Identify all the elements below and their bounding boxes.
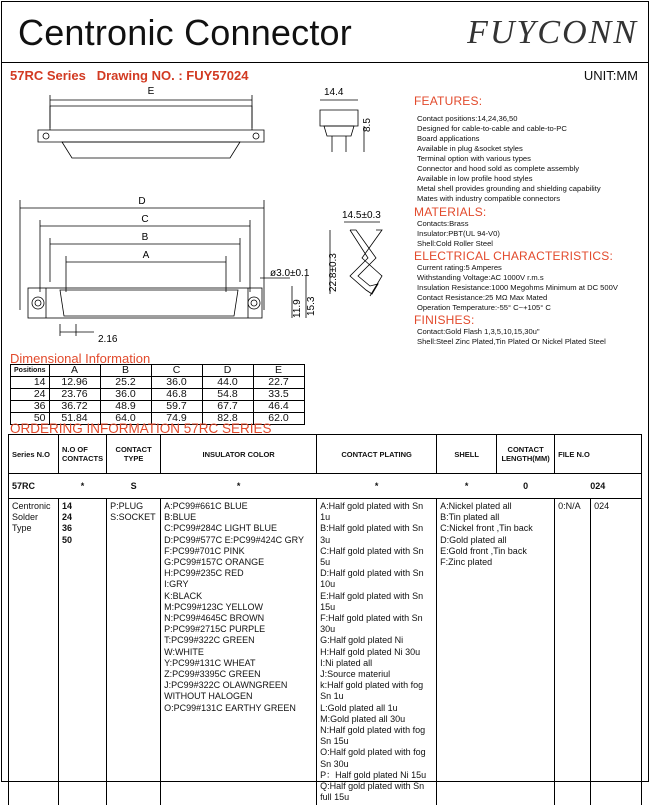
dim-c-label: C xyxy=(141,214,148,225)
contact-count-list xyxy=(59,499,107,805)
table-cell: 54.8 xyxy=(202,389,253,401)
list-item: G:PC99#157C ORANGE xyxy=(164,557,313,568)
table-cell: 22.7 xyxy=(253,377,304,389)
col-header: SHELL xyxy=(437,435,497,474)
contact-type-list xyxy=(107,499,161,805)
list-item: D:Half gold plated with Sn 10u xyxy=(320,568,433,590)
table-cell: 50 xyxy=(11,413,50,425)
electrical-item: Withstanding Voltage:AC 1000V r.m.s xyxy=(417,273,650,283)
contact-length-value: 0:N/A xyxy=(555,499,591,805)
list-item: B:Tin plated all xyxy=(440,512,551,523)
col-header: B xyxy=(100,365,151,377)
list-item: M:PC99#123C YELLOW xyxy=(164,602,313,613)
insulator-color-list xyxy=(161,499,317,805)
code-cell: S xyxy=(107,474,161,499)
col-header: CONTACT PLATING xyxy=(317,435,437,474)
table-cell: 33.5 xyxy=(253,389,304,401)
electrical-item: Current rating:5 Amperes xyxy=(417,263,650,273)
order-detail-row xyxy=(9,499,642,805)
ordering-table xyxy=(8,434,642,805)
list-item: F:Half gold plated with Sn 30u xyxy=(320,613,433,635)
list-item: O:PC99#131C EARTHY GREEN xyxy=(164,703,313,714)
material-item: Insulator:PBT(UL 94-V0) xyxy=(417,229,650,239)
col-header: CONTACT LENGTH(MM) xyxy=(497,435,555,474)
list-item: A:Nickel plated all xyxy=(440,501,551,512)
list-item: D:PC99#577C E:PC99#424C GRY xyxy=(164,535,313,546)
dim-11-9-label: 11.9 xyxy=(292,299,303,318)
table-cell: 82.8 xyxy=(202,413,253,425)
features-heading: FEATURES: xyxy=(414,94,650,108)
col-header: N.O OF CONTACTS xyxy=(59,435,107,474)
electrical-item: Contact Resistance:25 MΩ Max Mated xyxy=(417,293,650,303)
dim-14-4-label: 14.4 xyxy=(324,87,344,98)
table-cell: 51.84 xyxy=(49,413,100,425)
dim-8-5-label: 8.5 xyxy=(362,118,373,132)
table-cell: 36 xyxy=(11,401,50,413)
material-item: Contacts:Brass xyxy=(417,219,650,229)
table-row xyxy=(11,389,305,401)
list-item: B:Half gold plated with Sn 3u xyxy=(320,523,433,545)
electrical-heading: ELECTRICAL CHARACTERISTICS: xyxy=(414,249,650,263)
material-item: Shell:Cold Roller Steel xyxy=(417,239,650,249)
feature-item: Terminal option with various types xyxy=(417,154,650,164)
table-cell: 44.0 xyxy=(202,377,253,389)
finish-item: Shell:Steel Zinc Plated,Tin Plated Or Nickel Plated Steel xyxy=(417,337,650,347)
table-cell: 24 xyxy=(11,389,50,401)
dim-a-label: A xyxy=(143,250,150,261)
list-item: H:Half gold plated Ni 30u xyxy=(320,647,433,658)
list-item: A:Half gold plated with Sn 1u xyxy=(320,501,433,523)
table-header-row xyxy=(11,365,305,377)
list-item: A:PC99#661C BLUE xyxy=(164,501,313,512)
table-cell: 62.0 xyxy=(253,413,304,425)
col-header: INSULATOR COLOR xyxy=(161,435,317,474)
side-view-drawing xyxy=(320,100,364,152)
list-item: J:PC99#322C OLAWNGREEN WITHOUT HALOGEN xyxy=(164,680,313,702)
dim-15-3-label: 15.3 xyxy=(306,296,317,316)
list-item: K:BLACK xyxy=(164,591,313,602)
drawing-sheet xyxy=(1,1,649,782)
table-row xyxy=(11,401,305,413)
table-cell: 14 xyxy=(11,377,50,389)
list-item: 24 xyxy=(62,512,103,523)
finishes-list xyxy=(417,327,650,347)
dimensional-table xyxy=(10,364,305,425)
list-item: F:PC99#701C PINK xyxy=(164,546,313,557)
code-cell: 024 xyxy=(555,474,642,499)
electrical-item: Insulation Resistance:1000 Megohms Minimum at DC 500V xyxy=(417,283,650,293)
list-item: C:Nickel front ,Tin back xyxy=(440,523,551,534)
dim-22-8-label: 22.8±0.3 xyxy=(328,253,339,292)
list-item: W:WHITE xyxy=(164,647,313,658)
list-item: I:GRY xyxy=(164,579,313,590)
col-header: FILE N.O xyxy=(555,435,642,474)
list-item: C:PC99#284C LIGHT BLUE xyxy=(164,523,313,534)
list-item: M:Gold plated all 30u xyxy=(320,714,433,725)
feature-item: Available in plug &socket styles xyxy=(417,144,650,154)
col-header: Series N.O xyxy=(9,435,59,474)
dim-e-label: E xyxy=(148,86,155,97)
list-item: N:PC99#4645C BROWN xyxy=(164,613,313,624)
feature-item: Connector and hood sold as complete assembly xyxy=(417,164,650,174)
list-item: I:Ni plated all xyxy=(320,658,433,669)
file-no-value: 024 xyxy=(591,499,642,805)
list-item: P：Half gold plated Ni 15u xyxy=(320,770,433,781)
list-item: H:PC99#235C RED xyxy=(164,568,313,579)
list-item: B:BLUE xyxy=(164,512,313,523)
feature-item: Contact positions:14,24,36,50 xyxy=(417,114,650,124)
page-title: Centronic Connector xyxy=(18,12,352,54)
list-item: O:Half gold plated with fog Sn 30u xyxy=(320,747,433,769)
electrical-list xyxy=(417,263,650,313)
code-cell: * xyxy=(437,474,497,499)
dim-2-16-label: 2.16 xyxy=(98,334,118,345)
code-cell: * xyxy=(161,474,317,499)
list-item: P:PLUG xyxy=(110,501,157,512)
materials-list xyxy=(417,219,650,249)
list-item: E:Gold front ,Tin back xyxy=(440,546,551,557)
feature-item: Mates with industry compatible connectors xyxy=(417,194,650,204)
table-cell: 46.4 xyxy=(253,401,304,413)
table-cell: 64.0 xyxy=(100,413,151,425)
col-header: C xyxy=(151,365,202,377)
feature-item: Metal shell provides grounding and shielding capability xyxy=(417,184,650,194)
brand-logo-text: FUYCONN xyxy=(467,14,638,52)
list-item: S:SOCKET xyxy=(110,512,157,523)
table-cell: 25.2 xyxy=(100,377,151,389)
list-item: P:PC99#2715C PURPLE xyxy=(164,624,313,635)
dim-d-label: D xyxy=(138,196,145,207)
feature-item: Available in low profile hood styles xyxy=(417,174,650,184)
table-cell: 36.0 xyxy=(151,377,202,389)
ordering-title: ORDERING INFORMATION 57RC SERIES xyxy=(10,421,272,436)
list-item: J:Source materiul xyxy=(320,669,433,680)
top-view-drawing xyxy=(38,95,264,158)
contact-plating-list xyxy=(317,499,437,805)
col-header: D xyxy=(202,365,253,377)
dimensional-title: Dimensional Information xyxy=(10,351,150,366)
materials-heading: MATERIALS: xyxy=(414,205,650,219)
front-view-drawing xyxy=(20,200,306,336)
list-item: Y:PC99#131C WHEAT xyxy=(164,658,313,669)
code-cell: * xyxy=(317,474,437,499)
feature-item: Designed for cable-to-cable and cable-to-PC xyxy=(417,124,650,134)
code-cell: 0 xyxy=(497,474,555,499)
list-item: 14 xyxy=(62,501,103,512)
table-cell: 36.72 xyxy=(49,401,100,413)
dim-14-5-label: 14.5±0.3 xyxy=(342,210,381,221)
features-list xyxy=(417,114,650,204)
table-cell: 23.76 xyxy=(49,389,100,401)
list-item: Q:Half gold plated with Sn full 15u xyxy=(320,781,433,803)
shell-list xyxy=(437,499,555,805)
dim-hole-label: ø3.0±0.1 xyxy=(270,268,310,279)
table-header-row xyxy=(9,435,642,474)
table-cell: 46.8 xyxy=(151,389,202,401)
finish-item: Contact:Gold Flash 1,3,5,10,15,30u" xyxy=(417,327,650,337)
table-cell: 12.96 xyxy=(49,377,100,389)
table-cell: 67.7 xyxy=(202,401,253,413)
list-item: C:Half gold plated with Sn 5u xyxy=(320,546,433,568)
list-item: N:Half gold plated with fog Sn 15u xyxy=(320,725,433,747)
dim-b-label: B xyxy=(142,232,149,243)
table-cell: 48.9 xyxy=(100,401,151,413)
series-desc: Centronic Solder Type xyxy=(9,499,59,805)
order-code-row xyxy=(9,474,642,499)
list-item: k:Half gold plated with fog Sn 1u xyxy=(320,680,433,702)
technical-drawing xyxy=(2,80,412,355)
list-item: 36 xyxy=(62,523,103,534)
series-drawing-number: 57RC Series Drawing NO. : FUY57024 xyxy=(10,68,248,83)
table-cell: 59.7 xyxy=(151,401,202,413)
features-column xyxy=(414,94,650,347)
code-cell: * xyxy=(59,474,107,499)
feature-item: Board applications xyxy=(417,134,650,144)
list-item: D:Gold plated all xyxy=(440,535,551,546)
col-header: CONTACT TYPE xyxy=(107,435,161,474)
list-item: T:PC99#322C GREEN xyxy=(164,635,313,646)
table-cell: 36.0 xyxy=(100,389,151,401)
table-cell: 74.9 xyxy=(151,413,202,425)
list-item: E:Half gold plated with Sn 15u xyxy=(320,591,433,613)
col-header: A xyxy=(49,365,100,377)
col-header: E xyxy=(253,365,304,377)
finishes-heading: FINISHES: xyxy=(414,313,650,327)
list-item: F:Zinc plated xyxy=(440,557,551,568)
code-cell: 57RC xyxy=(9,474,59,499)
list-item: L:Gold plated all 1u xyxy=(320,703,433,714)
title-divider xyxy=(2,62,648,63)
list-item: 50 xyxy=(62,535,103,546)
col-header: Positions xyxy=(11,365,50,377)
table-row xyxy=(11,377,305,389)
electrical-item: Operation Temperature:-55° C~+105° C xyxy=(417,303,650,313)
unit-label: UNIT:MM xyxy=(584,68,638,83)
list-item: G:Half gold plated Ni xyxy=(320,635,433,646)
list-item: Z:PC99#3395C GREEN xyxy=(164,669,313,680)
